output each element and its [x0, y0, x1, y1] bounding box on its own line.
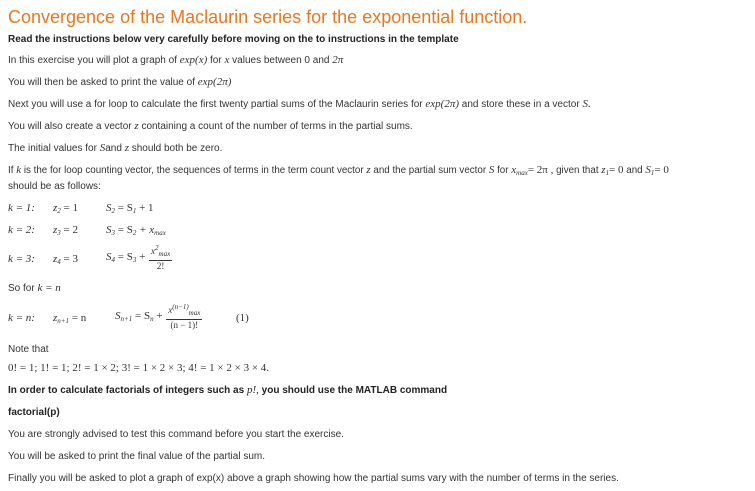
- text: is the for loop counting vector, the sequences of terms in the term count vector: [23, 165, 364, 176]
- paragraph-plot-graph: [8, 54, 343, 67]
- equation-kn-label: k = n:: [8, 312, 35, 324]
- text: Next you will use a for loop to calculate the first twenty partial sums of the Maclaurin series for: [8, 99, 423, 110]
- page-title: Convergence of the Maclaurin series for the exponential function.: [8, 7, 528, 27]
- math-k-equals-n: k = n: [37, 282, 61, 294]
- equation-k3-S: $S_4 = S_3$ + $\frac{x^2_{max}}{2!}$: [106, 244, 171, 271]
- paragraph-sequences: [8, 164, 669, 180]
- paragraph-sequences-cont: should be as follows:: [8, 181, 101, 192]
- equation-number: (1): [236, 312, 249, 324]
- math-k: k: [16, 164, 22, 176]
- text: values between 0 and: [232, 55, 330, 66]
- text: for: [497, 165, 509, 176]
- note-that: Note that: [8, 344, 49, 355]
- text: should both be zero.: [131, 143, 223, 154]
- paragraph-print-value: [8, 76, 231, 89]
- factorials-examples: 0! = 1; 1! = 1; 2! = 1 × 2; 3! = 1 × 2 × 3; 4! = 1 × 2 × 3 × 4.: [8, 362, 270, 374]
- math-exp-2pi: exp(2π): [425, 98, 460, 110]
- instruction-heading: Read the instructions below very carefully before moving on the to instructions in the template: [8, 34, 459, 45]
- math-equals-zero: = 0: [654, 164, 669, 176]
- text: You will also create a vector: [8, 121, 132, 132]
- math-z: z: [124, 142, 129, 154]
- print-final-value: You will be asked to print the final value of the partial sum.: [8, 451, 266, 462]
- paragraph-for-loop: [8, 98, 591, 111]
- text: So for: [8, 283, 35, 294]
- text: In order to calculate factorials of integers such as: [8, 385, 245, 396]
- text: and the partial sum vector: [373, 165, 487, 176]
- math-equals-2pi: = 2π ,: [527, 164, 554, 176]
- math-x: x: [224, 54, 230, 66]
- factorial-command: factorial(p): [8, 407, 60, 418]
- equation-k3-label: k = 3:: [8, 253, 35, 265]
- equation-k3-z: $z_4 = 3$: [53, 253, 78, 266]
- paragraph-initial-values: [8, 142, 222, 155]
- math-2pi: 2π: [332, 54, 344, 66]
- text: for: [210, 55, 222, 66]
- text: The initial values for: [8, 143, 97, 154]
- math-S: S: [488, 164, 495, 176]
- equation-k1-z: $z_2 = 1$: [53, 202, 78, 215]
- math-p-factorial: p!,: [246, 384, 259, 396]
- math-exp-x: exp(x): [179, 54, 208, 66]
- equation-k1-label: k = 1:: [8, 202, 35, 214]
- math-exp-2pi: exp(2π): [197, 76, 232, 88]
- math-S: S.: [582, 98, 591, 110]
- equation-kn-z: $z_{n+1} = n$: [53, 312, 87, 325]
- math-S: S: [99, 142, 106, 154]
- math-z: z: [134, 120, 139, 132]
- text: you should use the MATLAB command: [261, 385, 448, 396]
- text: and store these in a vector: [461, 99, 580, 110]
- paragraph-vector-z: [8, 120, 413, 133]
- fraction-xmax-over-factorial: $\frac{x^{(n-1)}_{max}}{(n - 1)!}$: [168, 303, 201, 330]
- text: containing a count of the number of terms in the partial sums.: [141, 121, 413, 132]
- text: and: [105, 143, 122, 154]
- advise-test: You are strongly advised to test this command before you start the exercise.: [8, 429, 344, 440]
- text: You will then be asked to print the value of: [8, 77, 195, 88]
- text: If: [8, 165, 14, 176]
- math-z1: $z_1$: [601, 164, 610, 177]
- equation-k2-z: $z_3 = 2$: [53, 224, 78, 237]
- fraction-x2max-over-2factorial: $\frac{x^2_{max}}{2!}$: [151, 244, 171, 271]
- math-equals-zero: = 0: [609, 164, 624, 176]
- math-S1: $S_1$: [645, 164, 655, 177]
- so-for-line: [8, 282, 61, 295]
- equation-kn-S: $S_{n+1} = S_n$ + $\frac{x^{(n-1)}_{max}}{(n - 1)!}$: [115, 303, 201, 330]
- factorial-instruction: [8, 384, 447, 397]
- equation-k2-S: $S_3 = S_2 + x_{max}$: [106, 224, 166, 237]
- final-plot-instruction: Finally you will be asked to plot a graph of exp(x) above a graph showing how the partial sums vary with the number of terms in the series.: [8, 473, 619, 484]
- math-xmax: $x_{max}$: [511, 164, 528, 177]
- equation-k1-S: $S_2 = S_1 + 1$: [106, 202, 154, 215]
- text: In this exercise you will plot a graph of: [8, 55, 177, 66]
- text: and: [626, 165, 643, 176]
- equation-k2-label: k = 2:: [8, 224, 35, 236]
- math-z: z: [366, 164, 371, 176]
- text: given that: [556, 165, 599, 176]
